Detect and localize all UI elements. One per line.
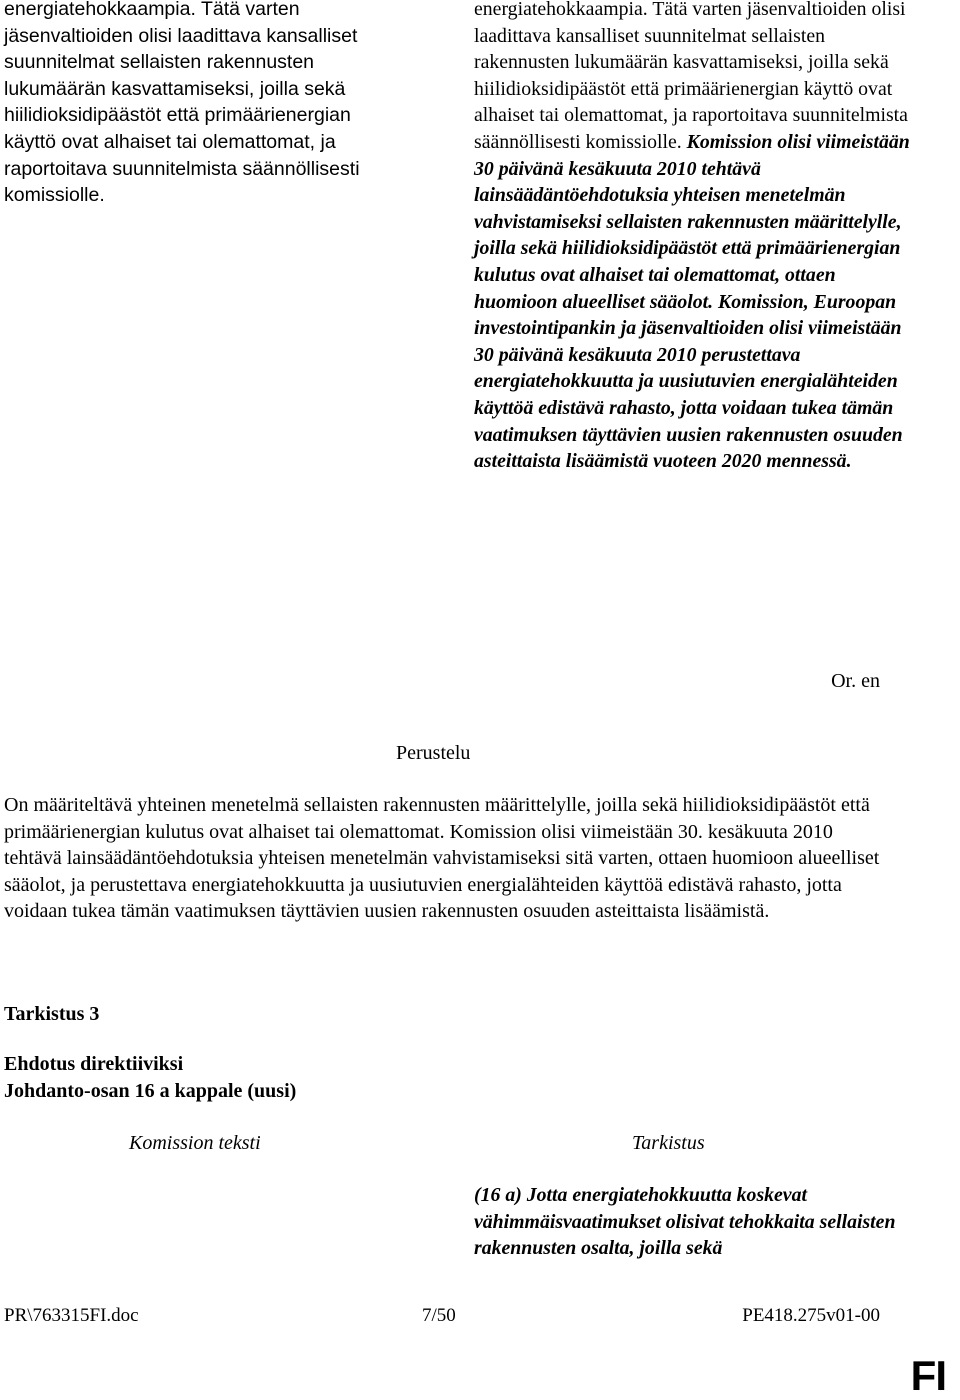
- amendment-title: Tarkistus 3: [4, 1003, 100, 1025]
- footer-doc-ref: PR\763315FI.doc: [4, 1305, 139, 1326]
- amendment-text-paragraph: [474, 0, 914, 475]
- commission-text-column: [4, 0, 404, 209]
- justification-text: On määriteltävä yhteinen menetelmä sellaisten rakennusten määrittelylle, joilla sekä hiilidioksidipäästöt että primäärienergian kulutus ovat alhaiset tai olemattomat. Komission olisi viimeistään 30. kesäkuuta 2010 tehtävä lainsäädäntöehdotuksia yhteisen menetelmän vahvistamiseksi sitä varten, ottaen huomioon alueelliset sääolot, ja perustettava energiatehokkuutta ja uusiutuvien energialähteiden käyttöä edistävä rahasto, jotta voidaan tukea tämän vaatimuksen täyttävien uusien rakennusten osuuden asteittaista lisäämistä.: [4, 794, 880, 923]
- amendment-text-column: [474, 0, 914, 475]
- unchanged-text: energiatehokkaampia. Tätä varten jäsenvaltioiden olisi laadittava kansalliset suunnitelmat sellaisten rakennusten lukumäärän kasvattamiseksi, joilla sekä hiilidioksidipäästöt että primäärienergian käyttö ovat alhaiset tai olemattomat, ja raportoitava suunnitelmista säännöllisesti komissiolle.: [474, 0, 908, 153]
- proposal-line-2: Johdanto-osan 16 a kappale (uusi): [4, 1079, 297, 1102]
- justification-heading: Perustelu: [396, 742, 471, 764]
- commission-text-heading: Komission teksti: [129, 1132, 261, 1154]
- added-text-fund: Komission, Euroopan investointipankin ja jäsenvaltioiden olisi viimeistään 30 päivänä kesäkuuta 2010 perustettava energiatehokkuutta ja uusiutuvien energialähteiden käyttöä edistävä rahasto, jotta voidaan tukea tämän vaatimuksen täyttävien uusien rakennusten osuuden asteittaista lisäämistä vuoteen 2020 mennessä.: [474, 290, 903, 473]
- proposal-line-1: Ehdotus direktiiviksi: [4, 1053, 184, 1075]
- added-text-commission-proposal: Komission olisi viimeistään 30 päivänä kesäkuuta 2010 tehtävä lainsäädäntöehdotuksia yhteisen menetelmän vahvistamiseksi sellaisten rakennusten määrittelylle, joilla sekä hiilidioksidipäästöt että primäärienergian kulutus ovat alhaiset tai olemattomat, ottaen huomioon alueelliset sääolot.: [474, 130, 910, 313]
- language-code: FI: [910, 1352, 946, 1399]
- original-language-label: Or. en: [831, 670, 880, 692]
- commission-text-paragraph: energiatehokkaampia. Tätä varten jäsenvaltioiden olisi laadittava kansalliset suunnitelmat sellaisten rakennusten lukumäärän kasvattamiseksi, joilla sekä hiilidioksidipäästöt että primäärienergian käyttö ovat alhaiset tai olemattomat, ja raportoitava suunnitelmista säännöllisesti komissiolle.: [4, 0, 360, 207]
- proposal-reference: [4, 1051, 296, 1104]
- footer-pe-ref: PE418.275v01-00: [742, 1305, 880, 1326]
- amendment-heading: Tarkistus: [632, 1132, 705, 1154]
- footer-page-number: 7/50: [422, 1305, 456, 1326]
- amendment-16a-text: (16 a) Jotta energiatehokkuutta koskevat vähimmäisvaatimukset olisivat tehokkaita sellaisten rakennusten osalta, joilla sekä: [474, 1184, 896, 1260]
